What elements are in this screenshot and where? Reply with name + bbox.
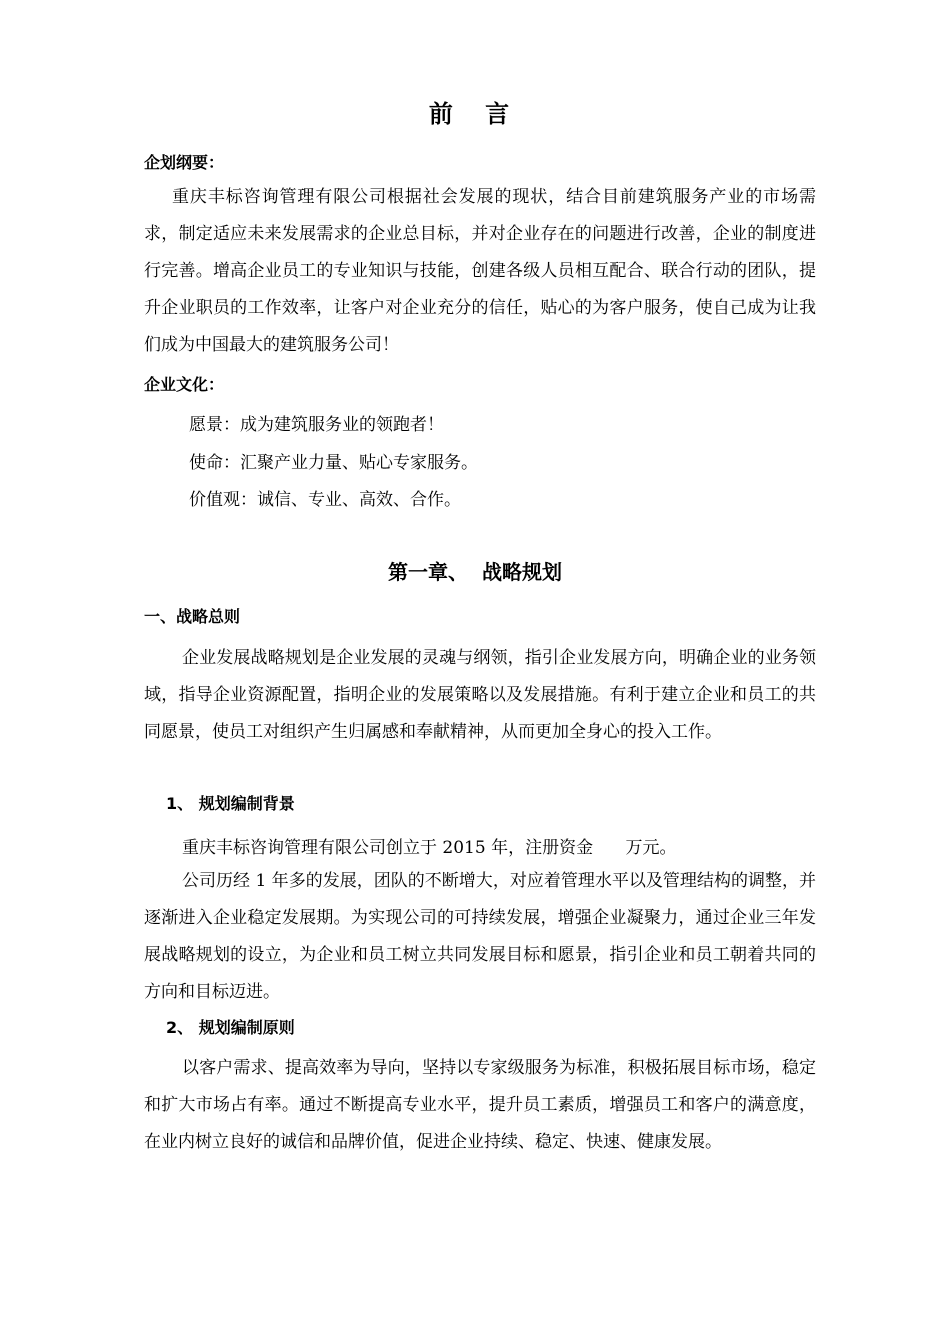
subheading-background: 1、 规划编制背景 xyxy=(166,794,295,813)
culture-heading: 企业文化： xyxy=(144,375,225,394)
principles-paragraph: 以客户需求、提高效率为导向，坚持以专家级服务为标准，积极拓展目标市场，稳定和扩大市场占有率。通过不断提高专业水平，提升员工素质，增强员工和客户的满意度，在业内树立良好的诚信和品牌价值，促进企业持续、稳定、快速、健康发展。 xyxy=(144,1058,816,1152)
strategy-paragraph: 企业发展战略规划是企业发展的灵魂与纲领，指引企业发展方向，明确企业的业务领域，指导企业资源配置，指明企业的发展策略以及发展措施。有利于建立企业和员工的共同愿景，使员工对组织产生归属感和奉献精神，从而更加全身心的投入工作。 xyxy=(144,648,816,742)
values-line: 价值观：诚信、专业、高效、合作。 xyxy=(189,490,461,510)
outline-heading: 企划纲要： xyxy=(144,153,225,172)
mission-line: 使命：汇聚产业力量、贴心专家服务。 xyxy=(189,453,478,473)
preface-title: 前 言 xyxy=(428,100,522,128)
vision-line: 愿景：成为建筑服务业的领跑者！ xyxy=(189,415,444,435)
background-founding-line: 重庆丰标咨询管理有限公司创立于 2015 年，注册资金 万元。 xyxy=(182,838,677,858)
outline-paragraph: 重庆丰标咨询管理有限公司根据社会发展的现状，结合目前建筑服务产业的市场需求，制定适应未来发展需求的企业总目标，并对企业存在的问题进行改善，企业的制度进行完善。增高企业员工的专业知识与技能，创建各级人员相互配合、联合行动的团队，提升企业职员的工作效率，让客户对企业充分的信任，贴心的为客户服务，使自己成为让我们成为中国最大的建筑服务公司！ xyxy=(144,187,816,355)
background-paragraph: 公司历经 1 年多的发展，团队的不断增大，对应着管理水平以及管理结构的调整，并逐渐进入企业稳定发展期。为实现公司的可持续发展，增强企业凝聚力，通过企业三年发展战略规划的设立，为企业和员工树立共同发展目标和愿景，指引企业和员工朝着共同的方向和目标迈进。 xyxy=(144,871,816,1002)
chapter-title: 第一章、 战略规划 xyxy=(388,560,562,584)
section-heading-strategy: 一、战略总则 xyxy=(144,607,241,626)
subheading-principles: 2、 规划编制原则 xyxy=(166,1018,295,1037)
